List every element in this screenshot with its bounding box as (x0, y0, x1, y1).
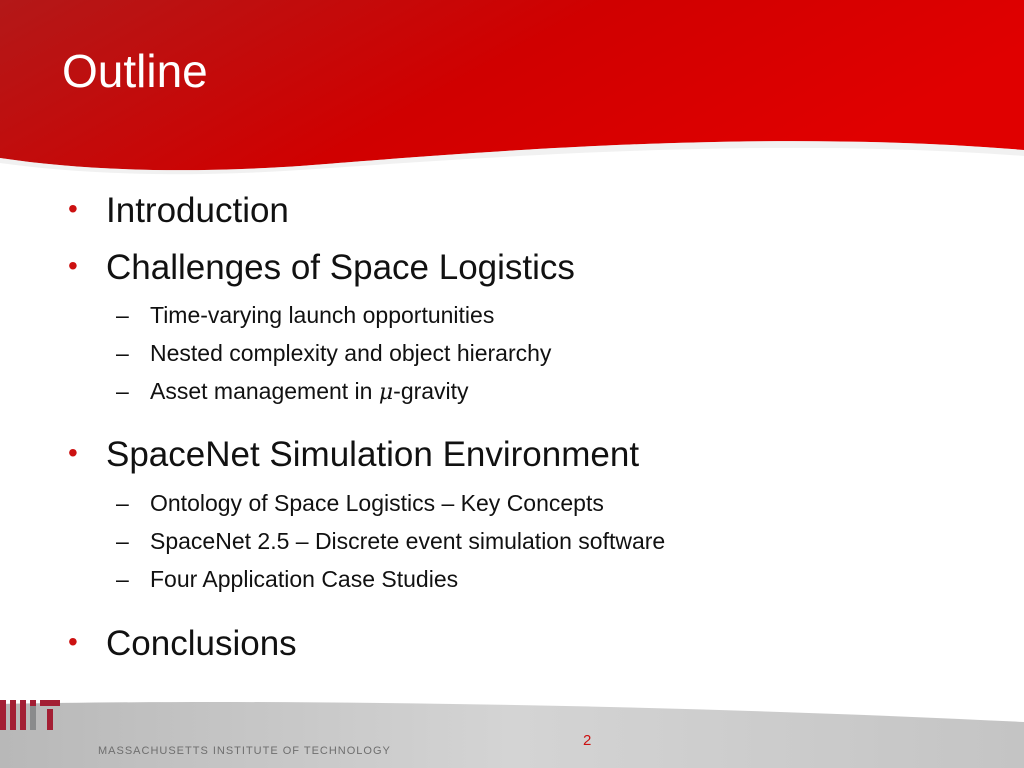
outline-subitem-label: SpaceNet 2.5 – Discrete event simulation software (150, 528, 666, 554)
dash-marker: – (116, 378, 129, 404)
outline-item-label: Introduction (106, 191, 289, 230)
outline-subitem-label-suffix: -gravity (393, 378, 469, 404)
outline-subitem-label: Ontology of Space Logistics – Key Concepts (150, 490, 604, 516)
bullet-icon: • (68, 437, 78, 468)
bullet-icon: • (68, 626, 78, 657)
outline-item-challenges (68, 250, 575, 285)
slide-title: Outline (62, 45, 208, 97)
outline-subitem (116, 342, 551, 365)
outline-subitem-label: Time-varying launch opportunities (150, 302, 495, 328)
outline-subitem (116, 568, 458, 591)
header-banner (0, 0, 1024, 180)
outline-subitem-label-prefix: Asset management in (150, 378, 379, 404)
outline-subitem (116, 380, 469, 404)
bullet-icon: • (68, 193, 78, 224)
mit-logo (0, 700, 62, 730)
dash-marker: – (116, 302, 129, 328)
outline-subitem-label: Four Application Case Studies (150, 566, 459, 592)
dash-marker: – (116, 528, 129, 554)
dash-marker: – (116, 566, 129, 592)
mu-symbol: μ (378, 380, 394, 405)
outline-subitem (116, 492, 604, 515)
outline-subitem (116, 304, 494, 327)
outline-subitem-label: Nested complexity and object hierarchy (150, 340, 552, 366)
footer-swoosh (0, 700, 1024, 768)
dash-marker: – (116, 340, 129, 366)
footer-bar (0, 700, 1024, 768)
page-number: 2 (583, 732, 592, 749)
outline-subitem (116, 530, 665, 553)
outline-item-label: Challenges of Space Logistics (106, 248, 575, 287)
bullet-icon: • (68, 250, 78, 281)
outline-item-label: SpaceNet Simulation Environment (106, 435, 640, 474)
outline-item-introduction (68, 193, 289, 228)
dash-marker: – (116, 490, 129, 516)
outline-item-spacenet (68, 437, 639, 472)
outline-item-conclusions (68, 626, 297, 661)
institution-name: MASSACHUSETTS INSTITUTE OF TECHNOLOGY (98, 745, 391, 757)
outline-item-label: Conclusions (106, 624, 297, 663)
